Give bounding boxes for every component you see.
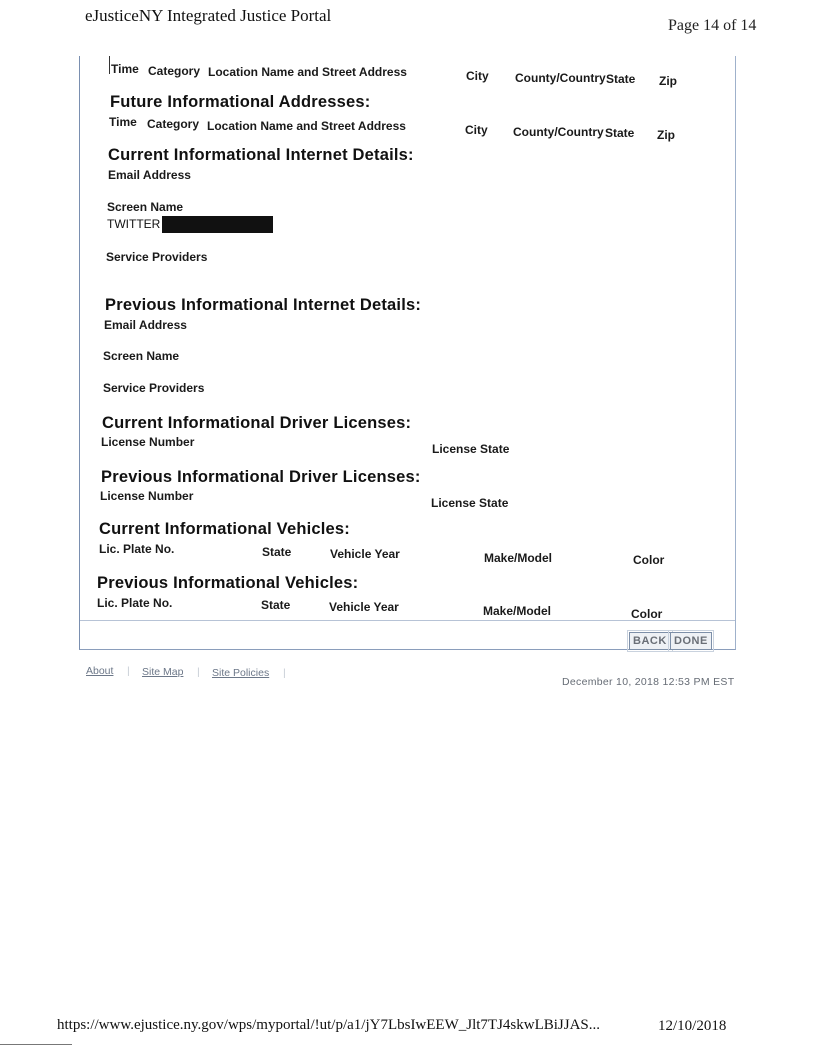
current-license-state-label: License State bbox=[432, 442, 510, 456]
footer-separator: | bbox=[283, 667, 286, 679]
previous-vehicles-header-state: State bbox=[261, 598, 291, 612]
future-header-category: Category bbox=[147, 117, 200, 131]
footer-link-about[interactable]: About bbox=[86, 665, 114, 677]
current-vehicles-heading: Current Informational Vehicles: bbox=[99, 520, 351, 538]
back-button[interactable]: BACK bbox=[629, 632, 671, 650]
previous-vehicles-header-year: Vehicle Year bbox=[329, 600, 399, 614]
footer-separator: | bbox=[127, 665, 130, 677]
future-header-city: City bbox=[465, 123, 488, 137]
previous-email-label: Email Address bbox=[104, 318, 187, 332]
footer-timestamp: December 10, 2018 12:53 PM EST bbox=[562, 676, 735, 688]
previous-vehicles-heading: Previous Informational Vehicles: bbox=[97, 574, 359, 592]
previous-screen-name-label: Screen Name bbox=[103, 349, 180, 363]
previous-vehicles-header-plate: Lic. Plate No. bbox=[97, 596, 173, 610]
previous-internet-heading: Previous Informational Internet Details: bbox=[105, 296, 422, 314]
address-header-city: City bbox=[466, 69, 489, 83]
current-licenses-heading: Current Informational Driver Licenses: bbox=[102, 414, 412, 432]
current-service-providers-label: Service Providers bbox=[106, 250, 208, 264]
current-screen-name-label: Screen Name bbox=[107, 200, 184, 214]
redaction-block bbox=[162, 216, 273, 233]
address-header-location: Location Name and Street Address bbox=[208, 65, 407, 79]
future-header-time: Time bbox=[109, 115, 137, 129]
print-footer-date: 12/10/2018 bbox=[658, 1018, 727, 1034]
address-header-category: Category bbox=[148, 64, 201, 78]
address-header-county: County/Country bbox=[515, 71, 606, 85]
future-header-county: County/Country bbox=[513, 125, 604, 139]
address-header-state: State bbox=[606, 72, 636, 86]
future-header-zip: Zip bbox=[657, 128, 675, 142]
future-header-state: State bbox=[605, 126, 635, 140]
current-screen-name-value: TWITTER bbox=[107, 217, 161, 231]
panel-divider bbox=[109, 56, 110, 74]
previous-licenses-heading: Previous Informational Driver Licenses: bbox=[101, 468, 421, 486]
current-vehicles-header-state: State bbox=[262, 545, 292, 559]
future-addresses-heading: Future Informational Addresses: bbox=[110, 93, 371, 111]
print-header-title: eJusticeNY Integrated Justice Portal bbox=[85, 6, 332, 25]
previous-license-state-label: License State bbox=[431, 496, 509, 510]
previous-service-providers-label: Service Providers bbox=[103, 381, 205, 395]
address-header-time: Time bbox=[111, 62, 139, 76]
future-header-location: Location Name and Street Address bbox=[207, 119, 406, 133]
print-footer-url: https://www.ejustice.ny.gov/wps/myportal/!ut/p/a1/jY7LbsIwEEW_Jlt7TJ4skwLBiJJAS... bbox=[57, 1017, 601, 1033]
current-license-number-label: License Number bbox=[101, 435, 195, 449]
current-internet-heading: Current Informational Internet Details: bbox=[108, 146, 414, 164]
address-header-zip: Zip bbox=[659, 74, 677, 88]
previous-vehicles-header-make: Make/Model bbox=[483, 604, 552, 618]
done-button[interactable]: DONE bbox=[670, 632, 712, 650]
current-vehicles-header-plate: Lic. Plate No. bbox=[99, 542, 175, 556]
footer-link-site-policies[interactable]: Site Policies bbox=[212, 667, 270, 679]
current-email-label: Email Address bbox=[108, 168, 191, 182]
page-number: Page 14 of 14 bbox=[668, 17, 757, 34]
current-vehicles-header-color: Color bbox=[633, 553, 665, 567]
previous-license-number-label: License Number bbox=[100, 489, 194, 503]
footer-separator: | bbox=[197, 666, 200, 678]
footer-link-site-map[interactable]: Site Map bbox=[142, 666, 184, 678]
page-edge-rule bbox=[0, 1044, 72, 1045]
current-vehicles-header-year: Vehicle Year bbox=[330, 547, 400, 561]
previous-vehicles-header-color: Color bbox=[631, 607, 663, 621]
current-vehicles-header-make: Make/Model bbox=[484, 551, 553, 565]
